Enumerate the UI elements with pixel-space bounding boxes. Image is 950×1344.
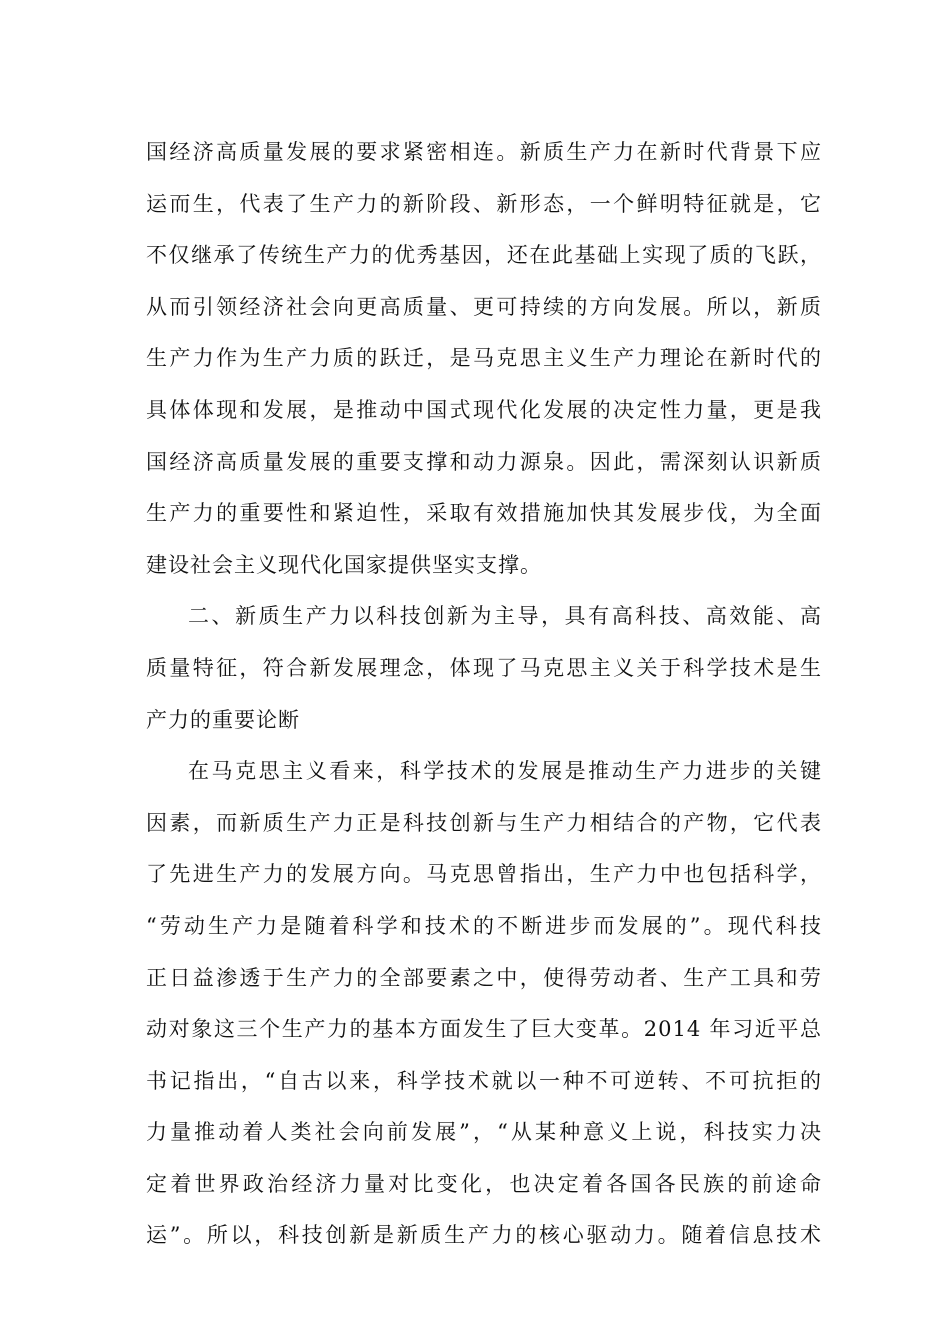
text-line: 建设社会主义现代化国家提供坚实支撑。 bbox=[146, 552, 542, 577]
text-line: “劳动生产力是随着科学和技术的不断进步而发展的”。现代科技 bbox=[146, 913, 822, 938]
text-line: 从而引领经济社会向更高质量、更可持续的方向发展。所以，新质 bbox=[146, 294, 822, 319]
text-line: 了先进生产力的发展方向。马克思曾指出，生产力中也包括科学， bbox=[146, 862, 822, 887]
text-line: 运”。所以，科技创新是新质生产力的核心驱动力。随着信息技术 bbox=[146, 1223, 822, 1248]
text-line: 动对象这三个生产力的基本方面发生了巨大变革。2014 年习近平总 bbox=[146, 1017, 822, 1042]
text-line: 正日益渗透于生产力的全部要素之中，使得劳动者、生产工具和劳 bbox=[146, 965, 822, 990]
paragraph-continuation bbox=[146, 127, 822, 591]
text-line: 因素，而新质生产力正是科技创新与生产力相结合的产物，它代表 bbox=[146, 810, 822, 835]
text-line: 具体体现和发展，是推动中国式现代化发展的决定性力量，更是我 bbox=[146, 397, 822, 422]
text-line: 力量推动着人类社会向前发展”，“从某种意义上说，科技实力决 bbox=[146, 1120, 822, 1145]
text-line: 不仅继承了传统生产力的优秀基因，还在此基础上实现了质的飞跃， bbox=[146, 243, 822, 268]
heading-line: 二、新质生产力以科技创新为主导，具有高科技、高效能、高 bbox=[188, 604, 822, 629]
heading-line: 质量特征，符合新发展理念，体现了马克思主义关于科学技术是生 bbox=[146, 655, 822, 680]
section-heading bbox=[146, 591, 822, 746]
text-line: 国经济高质量发展的要求紧密相连。新质生产力在新时代背景下应 bbox=[146, 140, 822, 164]
text-line: 国经济高质量发展的重要支撑和动力源泉。因此，需深刻认识新质 bbox=[146, 449, 822, 474]
heading-line: 产力的重要论断 bbox=[146, 707, 300, 732]
paragraph bbox=[146, 746, 822, 1262]
text-line: 生产力作为生产力质的跃迁，是马克思主义生产力理论在新时代的 bbox=[146, 346, 822, 371]
text-line: 在马克思主义看来，科学技术的发展是推动生产力进步的关键 bbox=[188, 759, 822, 784]
document-body bbox=[146, 127, 822, 1262]
text-line: 生产力的重要性和紧迫性，采取有效措施加快其发展步伐，为全面 bbox=[146, 501, 822, 526]
text-line: 书记指出，“自古以来，科学技术就以一种不可逆转、不可抗拒的 bbox=[146, 1068, 822, 1093]
text-line: 定着世界政治经济力量对比变化，也决定着各国各民族的前途命 bbox=[146, 1171, 822, 1196]
text-line: 运而生，代表了生产力的新阶段、新形态，一个鲜明特征就是，它 bbox=[146, 191, 822, 216]
